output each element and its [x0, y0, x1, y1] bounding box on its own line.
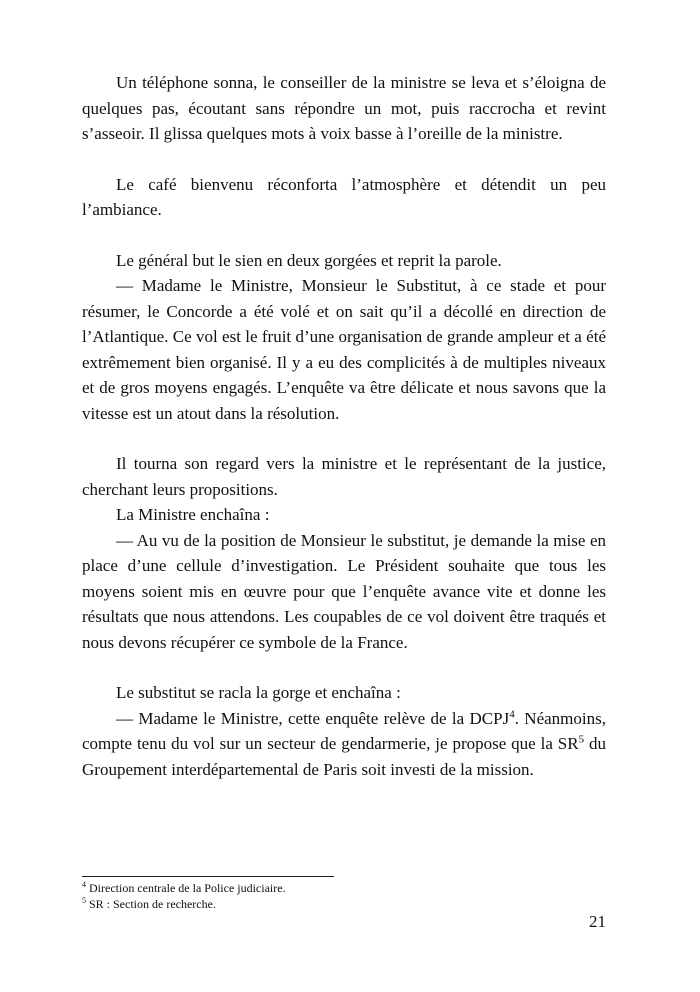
- paragraph-substitut: Le substitut se racla la gorge et enchaîna :: [116, 683, 401, 702]
- speech-part-2: . Néanmoins, compte tenu du vol sur un secteur de gendarmerie, je propose que la SR: [82, 708, 606, 753]
- paragraph-general-speech: — Madame le Ministre, Monsieur le Substitut, à ce stade et pour résumer, le Concorde a été volé et on sait qu’il a décollé en direction de l’Atlantique. Ce vol est le fruit d’une organisation de grande ampleur et a été extrêmement bien organisé. Il y a eu des complicités à de multiples niveaux et de gros moyens engagés. L’enquête va être délicate et nous savons que la vitesse est un atout dans la résolution.: [82, 276, 606, 423]
- footnote-divider: [82, 876, 334, 877]
- paragraph-regard: Il tourna son regard vers la ministre et le représentant de la justice, cherchant leurs propositions.: [82, 454, 606, 499]
- speech-part-1: — Madame le Ministre, cette enquête relève de la DCPJ: [116, 708, 510, 728]
- footnote-number: 4: [82, 880, 86, 889]
- footnote-4: [82, 880, 606, 896]
- paragraph-general: Le général but le sien en deux gorgées et reprit la parole.: [116, 250, 502, 270]
- footnote-ref-4[interactable]: 4: [509, 707, 515, 720]
- footnote-text: Direction centrale de la Police judiciaire.: [89, 881, 286, 895]
- paragraph-ministre-enchaina: La Ministre enchaîna :: [116, 505, 270, 524]
- page-number: 21: [589, 912, 606, 931]
- page-body: [82, 70, 606, 782]
- footnote-text: SR : Section de recherche.: [89, 897, 216, 911]
- footnote-5: [82, 896, 606, 912]
- footnotes: [82, 880, 606, 912]
- speech-part-3: du Groupement interdépartemental de Paris soit investi de la mission.: [82, 734, 607, 779]
- footnote-number: 5: [82, 896, 86, 905]
- paragraph-telephone: Un téléphone sonna, le conseiller de la ministre se leva et s’éloigna de quelques pas, écoutant sans répondre un mot, puis raccrocha et revint s’asseoir. Il glissa quelques mots à voix basse à l’oreille de la ministre.: [82, 73, 606, 143]
- paragraph-cafe: Le café bienvenu réconforta l’atmosphère et détendit un peu l’ambiance.: [82, 174, 606, 219]
- footnote-ref-5[interactable]: 5: [578, 733, 585, 746]
- paragraph-ministre-speech: — Au vu de la position de Monsieur le substitut, je demande la mise en place d’une cellule d’investigation. Le Président souhaite que tous les moyens soient mis en œuvre pour que l’enquête avance vite et donne les résultats que nous attendons. Les coupables de ce vol doivent être traqués et nous devons récupérer ce symbole de la France.: [82, 530, 606, 652]
- paragraph-substitut-speech: [82, 706, 606, 783]
